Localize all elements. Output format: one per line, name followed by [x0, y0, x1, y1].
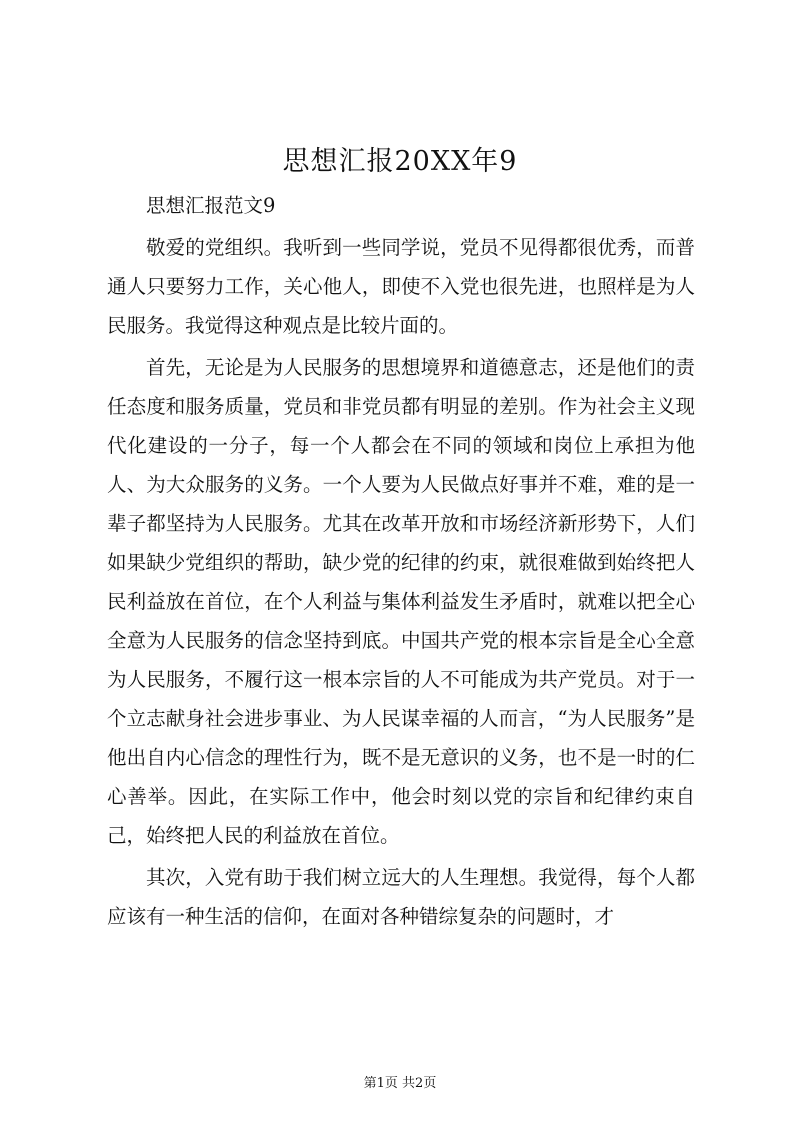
document-title: 思想汇报20XX年9	[282, 146, 518, 177]
paragraph: 敬爱的党组织。我听到一些同学说，党员不见得都很优秀，而普通人只要努力工作，关心他人，即使不入党也很先进，也照样是为人民服务。我觉得这种观点是比较片面的。	[107, 236, 695, 337]
document-body	[107, 186, 695, 936]
paragraph-subtitle: 思想汇报范文9	[146, 194, 276, 217]
paragraph: 其次，入党有助于我们树立远大的人生理想。我觉得，每个人都应该有一种生活的信仰，在面对各种错综复杂的问题时，才	[107, 866, 695, 928]
paragraph: 首先，无论是为人民服务的思想境界和道德意志，还是他们的责任态度和服务质量，党员和非党员都有明显的差别。作为社会主义现代化建设的一分子，每一个人都会在不同的领域和岗位上承担为他人、为大众服务的义务。一个人要为人民做点好事并不难，难的是一辈子都坚持为人民服务。尤其在改革开放和市场经济新形势下，人们如果缺少党组织的帮助，缺少党的纪律的约束，就很难做到始终把人民利益放在首位，在个人利益与集体利益发生矛盾时，就难以把全心全意为人民服务的信念坚持到底。中国共产党的根本宗旨是全心全意为人民服务，不履行这一根本宗旨的人不可能成为共产党员。对于一个立志献身社会进步事业、为人民谋幸福的人而言，“为人民服务”是他出自内心信念的理性行为，既不是无意识的义务，也不是一时的仁心善举。因此，在实际工作中，他会时刻以党的宗旨和纪律约束自己，始终把人民的利益放在首位。	[107, 356, 695, 847]
page-footer: 第1页 共2页	[363, 1076, 437, 1091]
